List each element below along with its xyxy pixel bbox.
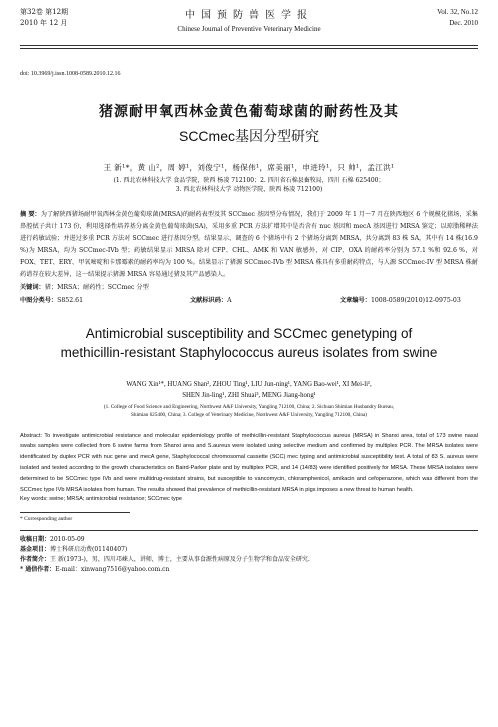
footnote-label: 收稿日期： <box>20 536 51 544</box>
keywords-cn <box>20 282 478 294</box>
keywords-en-text: swine; MRSA; antimicrobial resistance; SCCmec type <box>49 496 182 503</box>
document-code-label: 文献标识码： <box>190 296 228 304</box>
abstract-en-label: Abstract: <box>20 432 43 439</box>
title-en-line: Antimicrobial susceptibility and SCCmec genetyping of <box>85 325 413 341</box>
corresponding-author-note: * Corresponding author <box>20 516 73 523</box>
keywords-cn-label: 关键词： <box>20 283 45 291</box>
footnote-divider <box>20 530 478 531</box>
affiliation-en-line: (1. College of Food Science and Engineering, Northwest A&F University, Yangling 712100, China; 2. Sichuan Shimian Husbandry Bureau, <box>103 403 395 410</box>
clc-label: 中图分类号： <box>20 296 58 304</box>
authors-en <box>20 379 478 401</box>
footnote-funding <box>20 545 478 555</box>
authors-en-line: WANG Xin¹*, HUANG Shan², ZHOU Ting¹, LIU Jun-ning¹, YANG Bao-wei¹, XI Mei-li¹, <box>126 380 372 388</box>
volume-cn: 第32卷 第12期 <box>20 8 69 16</box>
footnotes <box>20 535 478 575</box>
header-center <box>20 6 478 33</box>
authors-en-line: SHEN Jin-ling¹, ZHI Shuai³, MENG Jiang-hong¹ <box>182 391 316 399</box>
clc-value: S852.61 <box>57 296 84 304</box>
footnote-divider-short <box>20 512 130 513</box>
footnote-text[interactable]: E-mail：xinwang7516@yahoo.com.cn <box>55 566 170 574</box>
footnote-label: * 通信作者： <box>20 566 56 574</box>
affiliation-cn-line: 3. 西北农林科技大学 动物医学院，陕西 杨凌 712100) <box>175 186 323 193</box>
footnote-text: 王 新(1973-)，男，四川邛崃人，讲师，博士，主要从事食源性病原及分子生物学和食品安全研究. <box>50 556 310 564</box>
journal-name-en: Chinese Journal of Preventive Veterinary Medicine <box>177 25 321 33</box>
abstract-cn-text: 为了解陕西猪场耐甲氧西林金黄色葡萄球菌(MRSA)的耐药表型及其 SCCmec 基因型分布情况，我们于 2009 年 1 月～7 月在陕西地区 6 个规模化猪场，采集鼻腔拭子共计 173 份，利用选择性培养基分离金黄色葡萄球菌(SA)，采用多重 PCR 方法扩增其中是否含有 nuc 基因和 mecA 基因进行 MRSA 鉴定；以琼脂稀释法进行药敏试验；并进过多重 PCR 方法对 SCCmec 进行基因分型。结果显示，调查的 6 个猪场中有 2 个猪场分离到 MRSA，共分离到 83 株 SA，其中有 14 株(16.9 %)为 MRSA，均为 SCCmec-IVb 型；药敏结果显示 MRSA 除对 CFP、CHL、AMK 和 VAN 敏感外，对 CIP、OXA 的耐药率分别为 57.1 %和 92.6 %，对 FOX、TET、ERY、甲氧嘧啶和卡那霉素的耐药率均为 100 %。结果显示了猪源 SCCmec-IVb 型 MRSA 株具有多重耐药特点，与人源 SCCmec-IV 型 MRSA 株耐药谱存在较大差异，这一结果提示猪源 MRSA 容易通过猪及其产品感染人。 <box>20 211 478 279</box>
title-en <box>20 324 478 362</box>
footnote-text: 博士科研启动费(01140407) <box>50 546 128 554</box>
authors-cn: 王 新¹*，黄 山²，周 婷¹，刘俊宁¹，杨保伟¹，席美丽¹，申进玲¹，只 帅¹，孟江洪¹ <box>103 163 395 172</box>
header-divider <box>20 48 478 49</box>
abstract-en <box>20 431 478 496</box>
title-cn-line2: SCCmec基因分型研究 <box>178 128 319 144</box>
keywords-en-label: Key words: <box>20 496 48 503</box>
title-en-line: methicillin-resistant Staphylococcus aureus isolates from swine <box>60 344 438 360</box>
header-right <box>437 7 478 29</box>
journal-name-cn: 中国预防兽医学报 <box>185 10 313 21</box>
journal-header <box>20 0 478 46</box>
abstract-cn <box>20 209 478 282</box>
footnote-contact <box>20 565 478 575</box>
article-number-value: 1008-0589(2010)12-0975-03 <box>370 296 461 304</box>
doi[interactable]: doi: 10.3969/j.issn.1008-0589.2010.12.16 <box>20 71 121 77</box>
document-code <box>190 296 340 306</box>
document-code-value: A <box>227 296 232 304</box>
classification-row <box>20 296 478 306</box>
affiliation-cn-line: (1. 西北农林科技大学 食品学院，陕西 杨凌 712100；2. 四川省石棉县畜牧局，四川 石棉 625400； <box>113 177 385 184</box>
volume-en: Vol. 32, No.12 <box>437 8 478 16</box>
abstract-en-text: To investigate antimicrobial resistance and molecular epidemiology profile of methicillin-resistant Staphylococcus aureus (MRSA) in Shanxi area, total of 173 swine nasal swabs samples were collected from 6 swine farms from Shanxi area and S.aureus were isolated using selective medium and confirmed by multiplex PCR. The MRSA isolates were identificated by duplex PCR with nuc gene and mecA gene, Staphylococcal chromosomal cassette (SCC) mec typing and antimicrobial susceptibility test. A total of 83 S. aureus were isolated and tested according to the growth characteristics on Baird-Parker plate and by multiplex PCR, and 14 (14/83) were identified positively for MRSA. These MRSA isolates were determined to be SCCmec type IVb and were multidrug-resistant strains, but susceptible to vancomycin, chloramphenicol, amikacin and cefoperazone, which was different from the SCCmec type IVb MRSA isolates from human. The results showed that prevalence of methicillin-resistant MRSA in pigs imposes a new threat to human health. <box>20 432 479 493</box>
footnote-label: 作者简介： <box>20 556 51 564</box>
footnote-received <box>20 535 478 545</box>
affiliations-cn <box>20 176 478 194</box>
keywords-cn-text: 猪；MRSA；耐药性；SCCmec 分型 <box>44 283 149 291</box>
clc-number <box>20 296 190 306</box>
affiliation-en-line: Shimian 625400, China; 3. College of Veterinary Medicine, Northwest A&F University, Yangling 712100, China) <box>130 412 367 419</box>
article-number-label: 文章编号： <box>340 296 371 304</box>
footnote-label: 基金项目： <box>20 546 51 554</box>
footnote-author-bio <box>20 555 478 565</box>
article-number <box>340 296 461 306</box>
footnote-text: 2010-05-09 <box>50 536 85 544</box>
abstract-cn-label: 摘 要： <box>20 211 41 218</box>
affiliations-en <box>20 403 478 420</box>
date-cn: 2010 年 12 月 <box>20 19 68 27</box>
date-en: Dec. 2010 <box>449 19 478 27</box>
keywords-en <box>20 496 478 502</box>
title-cn: 猪源耐甲氧西林金黄色葡萄球菌的耐药性及其 <box>99 104 399 120</box>
